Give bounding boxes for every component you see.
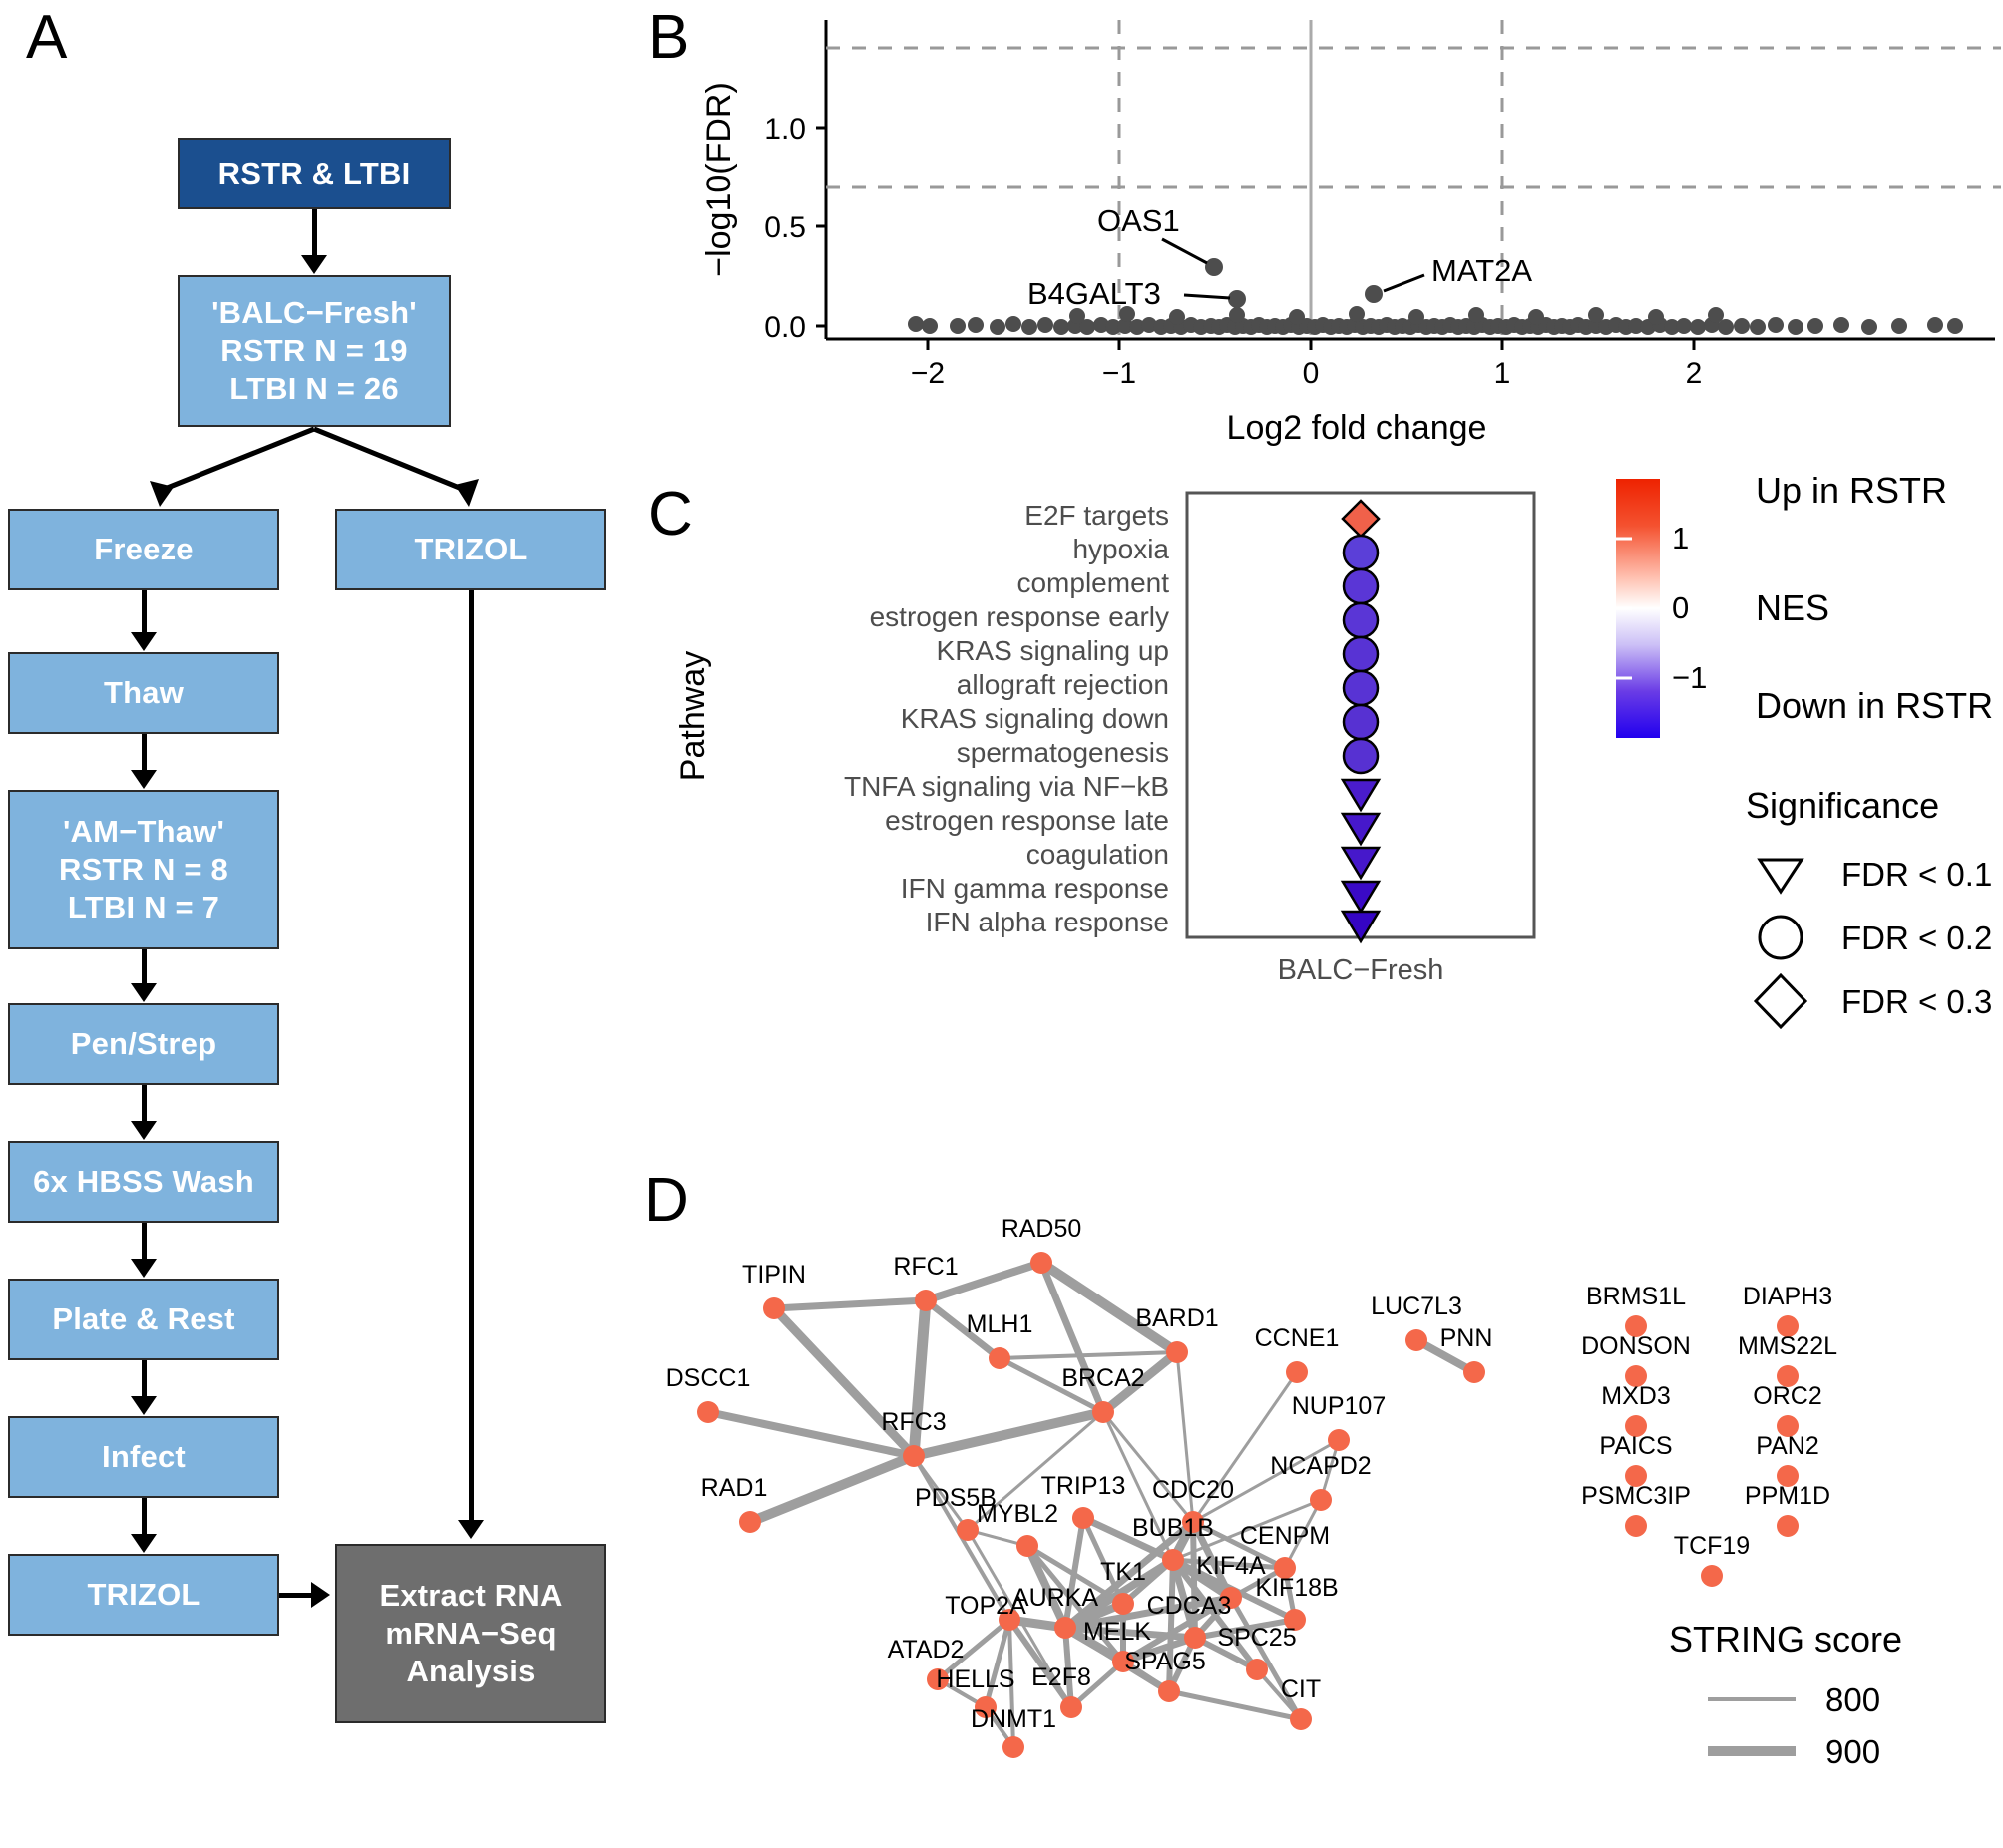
- marker-estrogen-response-late: [1343, 814, 1379, 844]
- point-oas1: [1205, 258, 1223, 276]
- dotplot-markers: [1343, 501, 1379, 941]
- x-tick-0: 0: [1302, 357, 1320, 390]
- network-node: [739, 1511, 761, 1533]
- network-node: [1405, 1329, 1427, 1351]
- flow-node-extract: [335, 1544, 606, 1723]
- string-score-legend-title: STRING score: [1668, 1619, 1903, 1660]
- network-node: [1092, 1401, 1114, 1423]
- pathway-label-8: TNFA signaling via NF−kB: [843, 771, 1169, 802]
- flow-node-trizol-right: [335, 509, 606, 590]
- pathway-label-1: hypoxia: [1072, 534, 1169, 564]
- network-edges: [708, 1263, 1474, 1747]
- panel-d-letter: D: [644, 1166, 689, 1235]
- arrow-trizol-to-extract: [469, 590, 474, 1526]
- network-node-label: DSCC1: [665, 1364, 751, 1392]
- label-b4galt3: B4GALT3: [1027, 276, 1161, 311]
- network-node-label: RAD50: [1001, 1215, 1082, 1243]
- pathway-label-2: complement: [1016, 567, 1169, 598]
- network-node-label: RFC3: [881, 1408, 947, 1436]
- flow-node-trizol-bottom: [8, 1554, 279, 1636]
- y-axis-title: −log10(FDR): [700, 82, 738, 277]
- arrowhead-hbss-plate: [131, 1259, 157, 1278]
- legend-label-fdr-0-3: FDR < 0.3: [1841, 983, 1993, 1020]
- network-node-label: PSMC3IP: [1581, 1482, 1691, 1510]
- network-node-label: ATAD2: [887, 1636, 965, 1663]
- pathway-label-10: coagulation: [1025, 839, 1169, 870]
- marker-coagulation: [1343, 848, 1379, 878]
- network-node-label: RFC1: [893, 1253, 959, 1281]
- pathway-label-0: E2F targets: [1024, 500, 1169, 531]
- network-node-label: CCNE1: [1254, 1324, 1340, 1352]
- panel-d-network: [638, 1157, 2003, 1843]
- x-tick-1: 1: [1493, 357, 1511, 390]
- network-node: [1162, 1549, 1184, 1571]
- network-node-label: RAD1: [700, 1474, 768, 1502]
- panel-c-dotplot: [648, 469, 2003, 1167]
- network-node-label: KIF18B: [1255, 1574, 1339, 1602]
- network-node-label: AURKA: [1011, 1584, 1099, 1612]
- network-node: [989, 1347, 1010, 1369]
- flow-node-thaw: [8, 652, 279, 734]
- dotplot-svg: [658, 469, 2003, 1167]
- flow-node-trizol-right-label: TRIZOL: [414, 532, 528, 567]
- flow-node-start: [178, 138, 451, 209]
- pathway-label-11: IFN gamma response: [900, 873, 1169, 904]
- arrow-start-to-balc: [312, 209, 317, 261]
- network-node: [915, 1290, 937, 1311]
- marker-kras-signaling-down: [1344, 705, 1378, 739]
- marker-complement: [1344, 569, 1378, 603]
- legend-shape-triangle: [1760, 860, 1802, 892]
- network-node-label: NUP107: [1291, 1392, 1387, 1420]
- nes-tick-0: 0: [1672, 590, 1690, 625]
- pathway-label-5: allograft rejection: [956, 669, 1169, 700]
- network-node-label: DIAPH3: [1742, 1283, 1833, 1310]
- y-tick-1-0: 1.0: [764, 113, 806, 146]
- network-node: [1030, 1252, 1052, 1274]
- network-node-label: PNN: [1439, 1324, 1493, 1352]
- network-node-label: DNMT1: [970, 1705, 1057, 1733]
- network-node-label: PPM1D: [1744, 1482, 1831, 1510]
- arrowhead-thaw-amthaw: [131, 770, 157, 789]
- flow-node-hbss-label: 6x HBSS Wash: [33, 1164, 254, 1200]
- panel-b-volcano: [648, 0, 2003, 469]
- network-node-label: KIF4A: [1196, 1552, 1266, 1580]
- leader-mat2a: [1384, 275, 1424, 291]
- arrowhead-amthaw-penstrep: [131, 983, 157, 1002]
- flow-node-amthaw-line2: RSTR N = 8: [59, 852, 228, 888]
- flow-node-plate: [8, 1279, 279, 1360]
- network-node-label: TRIP13: [1040, 1472, 1126, 1500]
- legend-label-fdr-0-1: FDR < 0.1: [1841, 856, 1993, 893]
- flow-node-amthaw-line3: LTBI N = 7: [67, 889, 220, 924]
- x-axis-title: Log2 fold change: [1226, 409, 1487, 447]
- legend-label-800: 800: [1825, 1681, 1881, 1718]
- network-node-label: BARD1: [1135, 1304, 1219, 1332]
- nes-tick-1: 1: [1672, 521, 1690, 555]
- network-node: [1112, 1593, 1134, 1615]
- arrowhead-trizolbottom-to-extract: [311, 1582, 330, 1608]
- network-node-label: TCF19: [1673, 1532, 1751, 1560]
- legend-label-fdr-0-2: FDR < 0.2: [1841, 920, 1993, 956]
- nes-down-label: Down in RSTR: [1756, 685, 1994, 726]
- network-node: [697, 1401, 719, 1423]
- panel-a-flowchart: [0, 0, 658, 1843]
- marker-spermatogenesis: [1344, 739, 1378, 773]
- flow-node-extract-line2: mRNA−Seq: [385, 1616, 557, 1652]
- leader-b4galt3: [1184, 295, 1230, 298]
- flow-node-hbss: [8, 1141, 279, 1223]
- network-node: [1246, 1659, 1268, 1680]
- network-node: [1016, 1535, 1038, 1557]
- nes-tick-neg1: −1: [1672, 660, 1708, 695]
- network-node-label: PAN2: [1756, 1432, 1819, 1460]
- network-node: [957, 1519, 979, 1541]
- marker-kras-signaling-up: [1344, 637, 1378, 671]
- flow-node-extract-line1: Extract RNA: [379, 1578, 563, 1614]
- arrowhead-trizol-to-extract: [458, 1520, 484, 1539]
- network-node: [1625, 1515, 1647, 1537]
- network-node-label: ORC2: [1753, 1382, 1822, 1410]
- network-node-label: SPAG5: [1124, 1648, 1206, 1675]
- network-node: [1328, 1429, 1350, 1451]
- pathway-label-3: estrogen response early: [869, 601, 1169, 632]
- network-node-label: TIPIN: [742, 1261, 806, 1289]
- network-node: [1310, 1489, 1332, 1511]
- x-tick-neg2: −2: [910, 357, 946, 390]
- flow-node-trizol-bottom-label: TRIZOL: [87, 1577, 200, 1613]
- volcano-plot-svg: [658, 0, 2003, 469]
- point-mat2a: [1365, 285, 1383, 303]
- significance-legend-title: Significance: [1746, 785, 1940, 826]
- flow-node-freeze: [8, 509, 279, 590]
- network-node-label: MXD3: [1601, 1382, 1671, 1410]
- network-node: [1777, 1515, 1799, 1537]
- dotplot-x-label: BALC−Fresh: [1277, 954, 1444, 986]
- flow-node-penstrep: [8, 1003, 279, 1085]
- flow-node-extract-line3: Analysis: [406, 1653, 536, 1688]
- pathway-label-9: estrogen response late: [885, 805, 1169, 836]
- network-node: [903, 1445, 925, 1467]
- panel-a-letter: A: [26, 3, 68, 72]
- network-node-label: BRMS1L: [1585, 1283, 1687, 1310]
- network-node-label: CIT: [1280, 1675, 1322, 1703]
- network-node-label: LUC7L3: [1371, 1293, 1462, 1320]
- y-tick-0: 0.0: [764, 311, 806, 344]
- flow-node-balc: [178, 275, 451, 427]
- marker-tnfa-signaling: [1343, 780, 1379, 810]
- flow-node-penstrep-label: Pen/Strep: [70, 1026, 217, 1062]
- network-node-label: CDCA3: [1146, 1592, 1232, 1620]
- arrow-trizolbottom-to-extract: [279, 1593, 313, 1598]
- marker-ifn-gamma-response: [1343, 882, 1379, 912]
- pathway-labels: [844, 500, 1169, 937]
- marker-allograft-rejection: [1344, 671, 1378, 705]
- network-node-label: CDC20: [1152, 1476, 1234, 1504]
- flow-node-freeze-label: Freeze: [94, 532, 194, 567]
- flow-node-plate-label: Plate & Rest: [52, 1301, 235, 1337]
- y-tick-0-5: 0.5: [764, 211, 806, 244]
- network-node: [1463, 1361, 1485, 1383]
- marker-hypoxia: [1344, 536, 1378, 569]
- x-tick-marks: [928, 339, 1694, 350]
- network-node: [1054, 1617, 1076, 1639]
- network-node: [1184, 1627, 1206, 1649]
- network-node-label: TK1: [1100, 1558, 1146, 1586]
- network-node-label: MELK: [1082, 1618, 1152, 1646]
- network-node-label: CENPM: [1239, 1522, 1331, 1550]
- arrowhead-plate-infect: [131, 1396, 157, 1415]
- legend-shape-circle: [1760, 917, 1802, 958]
- network-node-label: DONSON: [1581, 1332, 1691, 1360]
- network-node: [763, 1297, 785, 1319]
- point-b4galt3: [1228, 290, 1246, 308]
- network-node-label: BRCA2: [1061, 1364, 1145, 1392]
- pathway-label-4: KRAS signaling up: [936, 635, 1169, 666]
- pathway-label-7: spermatogenesis: [956, 737, 1169, 768]
- network-node: [1060, 1696, 1082, 1718]
- network-node: [1158, 1680, 1180, 1702]
- flow-node-balc-line2: RSTR N = 19: [220, 333, 408, 369]
- label-oas1: OAS1: [1097, 203, 1180, 238]
- network-node-label: PAICS: [1599, 1432, 1673, 1460]
- network-node: [1166, 1341, 1188, 1363]
- nes-up-label: Up in RSTR: [1756, 470, 1948, 511]
- arrowhead-penstrep-hbss: [131, 1121, 157, 1140]
- network-node: [1701, 1565, 1723, 1587]
- nes-label: NES: [1756, 587, 1830, 628]
- flow-node-start-line1: RSTR & LTBI: [217, 156, 411, 191]
- network-node: [1002, 1736, 1024, 1758]
- flow-node-infect-label: Infect: [102, 1439, 186, 1475]
- flow-node-amthaw: [8, 790, 279, 949]
- flow-node-infect: [8, 1416, 279, 1498]
- network-node-label: MMS22L: [1737, 1332, 1838, 1360]
- legend-shape-diamond: [1756, 975, 1805, 1027]
- network-node-label: MYBL2: [977, 1500, 1058, 1528]
- panel-c-letter: C: [648, 480, 693, 549]
- panel-b-letter: B: [648, 3, 690, 72]
- x-tick-neg1: −1: [1101, 357, 1137, 390]
- pathway-label-12: IFN alpha response: [925, 907, 1169, 937]
- dotplot-y-title: Pathway: [674, 650, 712, 782]
- network-node-label: PDS5B: [915, 1484, 997, 1512]
- flow-node-balc-line1: 'BALC−Fresh': [211, 295, 417, 331]
- x-tick-2: 2: [1685, 357, 1703, 390]
- legend-label-900: 900: [1825, 1733, 1881, 1770]
- network-node-label: NCAPD2: [1270, 1452, 1372, 1480]
- pathway-label-6: KRAS signaling down: [900, 703, 1169, 734]
- flow-node-thaw-label: Thaw: [103, 675, 185, 711]
- network-svg: [638, 1157, 2003, 1843]
- network-node-label: SPC25: [1217, 1624, 1297, 1652]
- marker-estrogen-response-early: [1344, 603, 1378, 637]
- arrowhead-start-to-balc: [301, 255, 327, 274]
- arrowhead-infect-trizol: [131, 1534, 157, 1553]
- network-node-label: TOP2A: [945, 1592, 1026, 1620]
- network-node-label: HELLS: [936, 1665, 1015, 1693]
- flow-node-amthaw-line1: 'AM−Thaw': [62, 814, 225, 850]
- arrow-freeze-thaw: [142, 590, 147, 638]
- network-node: [1286, 1361, 1308, 1383]
- network-node: [1072, 1507, 1094, 1529]
- arrowhead-freeze-thaw: [131, 632, 157, 651]
- network-node-label: MLH1: [966, 1310, 1033, 1338]
- flow-node-balc-line3: LTBI N = 26: [229, 370, 399, 406]
- network-node: [1290, 1708, 1312, 1730]
- network-node-label: E2F8: [1031, 1663, 1091, 1691]
- network-node-label: BUB1B: [1132, 1514, 1214, 1542]
- marker-e2f-targets: [1343, 501, 1379, 537]
- leader-oas1: [1162, 239, 1207, 263]
- label-mat2a: MAT2A: [1431, 253, 1533, 288]
